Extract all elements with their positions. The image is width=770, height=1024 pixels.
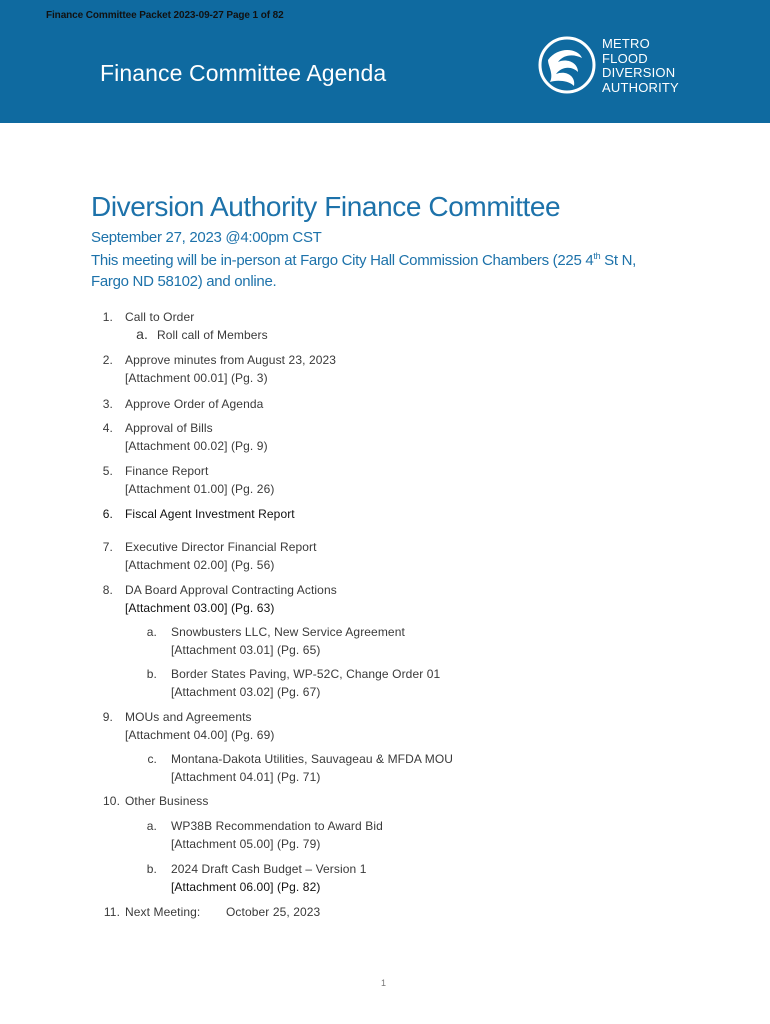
item-letter: a.	[136, 326, 148, 342]
item-title: 2024 Draft Cash Budget – Version 1	[171, 862, 367, 876]
next-meeting-date: October 25, 2023	[226, 905, 321, 919]
header-banner	[0, 0, 770, 123]
item-attachment: [Attachment 00.02] (Pg. 9)	[125, 439, 268, 453]
item-number: 4.	[102, 421, 113, 435]
item-title: DA Board Approval Contracting Actions	[125, 583, 337, 597]
item-letter: a.	[146, 819, 157, 833]
item-attachment: [Attachment 02.00] (Pg. 56)	[125, 558, 275, 572]
item-title: Next Meeting:	[125, 905, 201, 919]
item-title: Snowbusters LLC, New Service Agreement	[171, 625, 405, 639]
item-number: 9.	[102, 710, 113, 724]
item-title: Approve Order of Agenda	[125, 397, 264, 411]
mfda-logo	[538, 36, 688, 100]
item-title: MOUs and Agreements	[125, 710, 252, 724]
location-text: This meeting will be in-person at Fargo City Hall Commission Chambers (225 4	[91, 252, 594, 269]
item-number: 8.	[102, 583, 113, 597]
item-letter: c.	[147, 752, 157, 766]
item-letter: a.	[146, 625, 157, 639]
item-attachment: [Attachment 00.01] (Pg. 3)	[125, 371, 268, 385]
meeting-location-line-2: Fargo ND 58102) and online.	[91, 273, 277, 290]
item-title: Approve minutes from August 23, 2023	[125, 353, 337, 367]
item-number: 3.	[102, 397, 113, 411]
item-number: 6.	[102, 507, 113, 521]
item-letter: b.	[146, 667, 157, 681]
item-number: 7.	[102, 540, 113, 554]
location-text-end: St N,	[600, 252, 637, 269]
item-attachment: [Attachment 04.01] (Pg. 71)	[171, 770, 321, 784]
item-number: 10.	[103, 794, 120, 808]
item-attachment: [Attachment 05.00] (Pg. 79)	[171, 837, 321, 851]
logo-wordmark	[602, 37, 679, 95]
logo-line: METRO	[602, 36, 650, 51]
item-attachment: [Attachment 04.00] (Pg. 69)	[125, 728, 275, 742]
item-title: Montana-Dakota Utilities, Sauvageau & MFDA MOU	[171, 752, 454, 766]
meeting-location-line-1	[91, 251, 636, 269]
item-title: Border States Paving, WP-52C, Change Order 01	[171, 667, 441, 681]
meeting-date: September 27, 2023 @4:00pm CST	[91, 229, 322, 246]
item-attachment: [Attachment 03.01] (Pg. 65)	[171, 643, 321, 657]
packet-page-line: Finance Committee Packet 2023-09-27 Page 1 of 82	[46, 10, 284, 21]
logo-line: DIVERSION	[602, 65, 676, 80]
item-number: 2.	[102, 353, 113, 367]
item-attachment: [Attachment 01.00] (Pg. 26)	[125, 482, 275, 496]
item-title: Call to Order	[125, 310, 195, 324]
page-number: 1	[381, 978, 387, 988]
logo-river-icon	[538, 36, 596, 94]
item-title: Roll call of Members	[157, 328, 268, 342]
item-title: Finance Report	[125, 464, 209, 478]
item-number: 11.	[103, 905, 120, 919]
item-title: Other Business	[125, 794, 209, 808]
item-number: 5.	[102, 464, 113, 478]
item-letter: b.	[146, 862, 157, 876]
item-title: Executive Director Financial Report	[125, 540, 317, 554]
item-attachment: [Attachment 06.00] (Pg. 82)	[171, 880, 321, 894]
banner-title: Finance Committee Agenda	[100, 60, 387, 86]
item-title: Fiscal Agent Investment Report	[125, 507, 295, 521]
logo-line: FLOOD	[602, 50, 648, 66]
item-title: Approval of Bills	[125, 421, 213, 435]
logo-line: AUTHORITY	[602, 79, 679, 95]
item-number: 1.	[102, 310, 113, 324]
item-title: WP38B Recommendation to Award Bid	[171, 819, 383, 833]
document-title: Diversion Authority Finance Committee	[91, 191, 561, 222]
item-attachment: [Attachment 03.00] (Pg. 63)	[125, 601, 275, 615]
item-attachment: [Attachment 03.02] (Pg. 67)	[171, 685, 321, 699]
location-sup: th	[593, 251, 601, 261]
